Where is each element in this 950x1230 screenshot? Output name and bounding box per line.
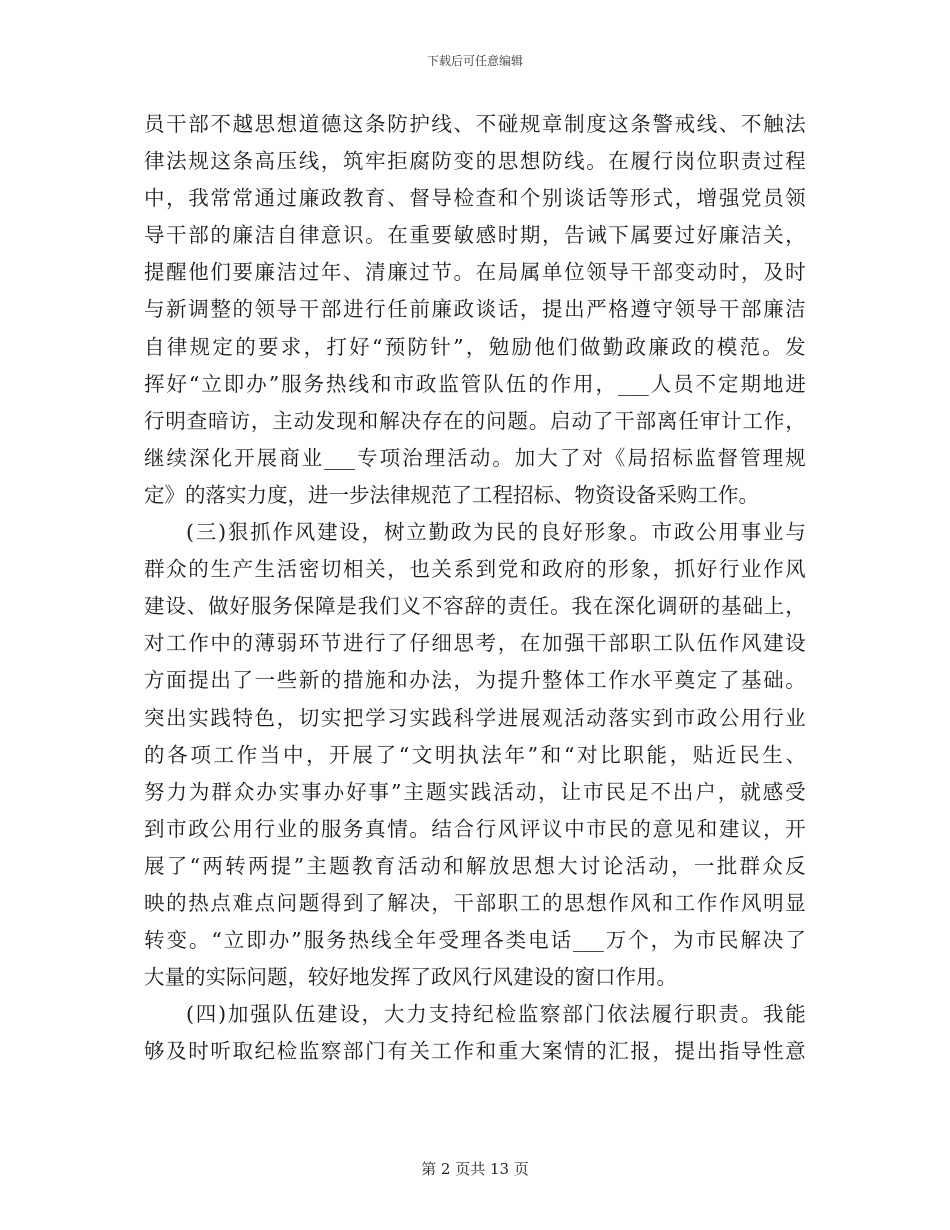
text-line: 建 设 、 做 好 服 务 保 障 是 我 们 义 不 容 辞 的 责 任 。 我 在 深 化 调 研 的 基 础 上 ， (144, 594, 806, 619)
text-line: 展 了 “ 两 转 两 提 ” 主 题 教 育 活 动 和 解 放 思 想 大 讨 论 活 动 ， 一 批 群 众 反 (144, 853, 806, 878)
text-line: 对 工 作 中 的 薄 弱 环 节 进 行 了 仔 细 思 考 ， 在 加 强 干 部 职 工 队 伍 作 风 建 设 (144, 631, 806, 656)
text-line: 提 醒 他 们 要 廉 洁 过 年 、 清 廉 过 节 。 在 局 属 单 位 领 导 干 部 变 动 时 ， 及 时 (144, 260, 806, 285)
text-line: 中 ， 我 常 常 通 过 廉 政 教 育 、 督 导 检 查 和 个 别 谈 话 等 形 式 ， 增 强 党 员 领 (144, 186, 806, 211)
text-line: 继 续 深 化 开 展 商 业 ___ 专 项 治 理 活 动 。 加 大 了 对 《 局 招 标 监 督 管 理 规 (144, 445, 806, 470)
text-line: 转 变 。 “ 立 即 办 ” 服 务 热 线 全 年 受 理 各 类 电 话 ___ 万 个 ， 为 市 民 解 决 了 (144, 928, 806, 953)
text-line: 大量的实际问题，较好地发挥了政风行风建设的窗口作用。 (144, 965, 677, 990)
text-line: 映 的 热 点 难 点 问 题 得 到 了 解 决 ， 干 部 职 工 的 思 想 作 风 和 工 作 作 风 明 显 (144, 890, 806, 915)
text-line: 群 众 的 生 产 生 活 密 切 相 关 ， 也 关 系 到 党 和 政 府 的 形 象 ， 抓 好 行 业 作 风 (144, 557, 806, 582)
text-line: 够 及 时 听 取 纪 检 监 察 部 门 有 关 工 作 和 重 大 案 情 的 汇 报 ， 提 出 指 导 性 意 (144, 1039, 806, 1064)
text-line: 的 各 项 工 作 当 中 ， 开 展 了 “ 文 明 执 法 年 ” 和 “ 对 比 职 能 ， 贴 近 民 生 、 (144, 742, 806, 767)
text-line: 导 干 部 的 廉 洁 自 律 意 识 。 在 重 要 敏 感 时 期 ， 告 诫 下 属 要 过 好 廉 洁 关 ， (144, 223, 806, 248)
text-line: 努 力 为 群 众 办 实 事 办 好 事 ” 主 题 实 践 活 动 ， 让 市 民 足 不 出 户 ， 就 感 受 (144, 779, 806, 804)
document-body (144, 106, 806, 1070)
text-line: ( 三 ) 狠 抓 作 风 建 设 ， 树 立 勤 政 为 民 的 良 好 形 象 。 市 政 公 用 事 业 与 (186, 520, 806, 545)
text-line: 行 明 查 暗 访 ， 主 动 发 现 和 解 决 存 在 的 问 题 。 启 动 了 干 部 离 任 审 计 工 作 ， (144, 408, 806, 433)
text-line: 自 律 规 定 的 要 求 ， 打 好 “ 预 防 针 ” ， 勉 励 他 们 做 勤 政 廉 政 的 模 范 。 发 (144, 334, 806, 359)
text-line: 方 面 提 出 了 一 些 新 的 措 施 和 办 法 ， 为 提 升 整 体 工 作 水 平 奠 定 了 基 础 。 (144, 668, 806, 693)
page-header: 下载后可任意编辑 (426, 54, 523, 68)
text-line: 与 新 调 整 的 领 导 干 部 进 行 任 前 廉 政 谈 话 ， 提 出 严 格 遵 守 领 导 干 部 廉 洁 (144, 297, 806, 322)
text-line: 律 法 规 这 条 高 压 线 ， 筑 牢 拒 腐 防 变 的 思 想 防 线 。 在 履 行 岗 位 职 责 过 程 (144, 149, 806, 174)
text-line: 员 干 部 不 越 思 想 道 德 这 条 防 护 线 、 不 碰 规 章 制 度 这 条 警 戒 线 、 不 触 法 (144, 112, 806, 136)
text-line: 挥 好 “ 立 即 办 ” 服 务 热 线 和 市 政 监 管 队 伍 的 作 用 ， ___ 人 员 不 定 期 地 进 (144, 371, 806, 396)
text-line: ( 四 ) 加 强 队 伍 建 设 ， 大 力 支 持 纪 检 监 察 部 门 依 法 履 行 职 责 。 我 能 (186, 1002, 806, 1027)
text-line: 定》的落实力度，进一步法律规范了工程招标、物资设备采购工作。 (144, 482, 759, 507)
text-line: 到 市 政 公 用 行 业 的 服 务 真 情 。 结 合 行 风 评 议 中 市 民 的 意 见 和 建 议 ， 开 (144, 816, 806, 841)
page-footer: 第 2 页共 13 页 (421, 1160, 529, 1178)
text-line: 突 出 实 践 特 色 ， 切 实 把 学 习 实 践 科 学 进 展 观 活 动 落 实 到 市 政 公 用 行 业 (144, 705, 806, 730)
